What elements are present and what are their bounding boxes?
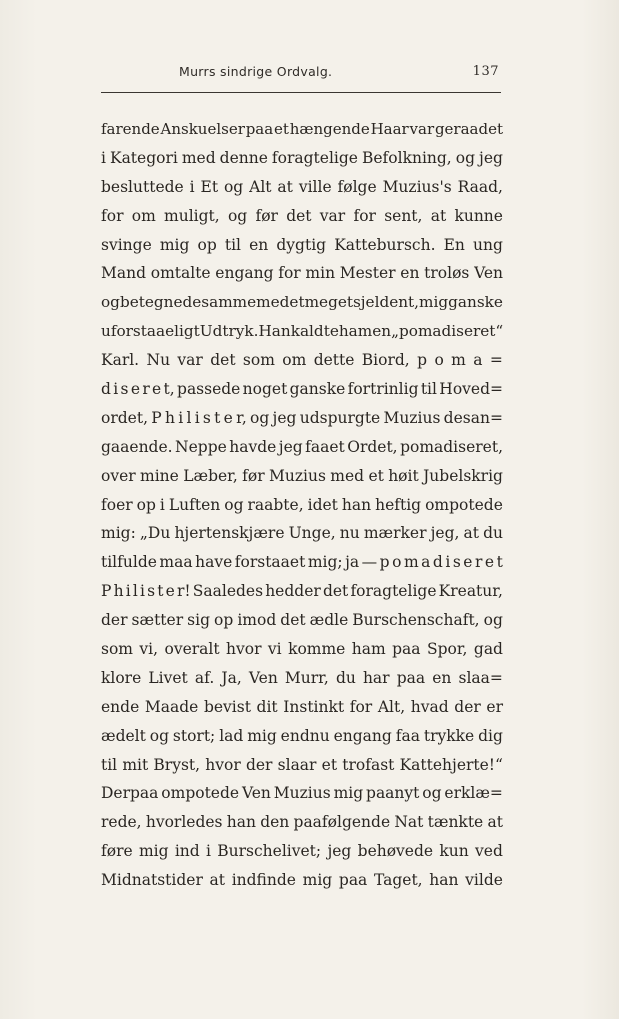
text-line: d i s e r e t, passede noget ganske fortrinlig til Hoved= [101, 380, 503, 399]
text-line: Midnatstider at indfinde mig paa Taget, han vilde [101, 871, 503, 890]
text-line: rede, hvorledes han den paafølgende Nat tænkte at [101, 813, 503, 832]
text-line: og betegnede samme med et meget sjeldent, mig ganske [101, 293, 503, 312]
text-line: som vi, overalt hvor vi komme ham paa Spor, gad [101, 640, 503, 659]
text-line: føre mig ind i Burschelivet; jeg behøvede kun ved [101, 842, 503, 861]
text-line: Derpaa ompotede Ven Muzius mig paanyt og erklæ= [101, 784, 503, 803]
running-title: Murrs sindrige Ordvalg. [179, 64, 333, 79]
text-line: ende Maade bevist dit Instinkt for Alt, hvad der er [101, 697, 503, 716]
text-line: for om muligt, og før det var for sent, at kunne [101, 206, 503, 225]
text-line: gaaende. Neppe havde jeg faaet Ordet, pomadiseret, [101, 437, 503, 456]
body-text [101, 115, 503, 895]
text-line: mig: „Du hjertenskjære Unge, nu mærker jeg, at du [101, 524, 503, 543]
text-line: Mand omtalte engang for min Mester en troløs Ven [101, 264, 503, 283]
text-line: i Kategori med denne foragtelige Befolkning, og jeg [101, 148, 503, 167]
page-number: 137 [472, 64, 499, 79]
text-line: Karl. Nu var det som om dette Biord, p o m a = [101, 351, 503, 370]
text-line: over mine Læber, før Muzius med et høit Jubelskrig [101, 466, 503, 485]
header-rule [101, 92, 501, 93]
text-line: klore Livet af. Ja, Ven Murr, du har paa en slaa= [101, 668, 503, 687]
text-line: uforstaaeligt Udtryk. Han kaldte ham en „pomadiseret“ [101, 322, 504, 341]
text-line: ædelt og stort; lad mig endnu engang faa trykke dig [101, 726, 503, 745]
text-line: svinge mig op til en dygtig Kattebursch. En ung [101, 235, 503, 254]
text-line: tilfulde maa have forstaaet mig; ja — p o m a d i s e r e t [101, 553, 503, 572]
text-line: foer op i Luften og raabte, idet han heftig ompotede [101, 495, 503, 514]
text-line: besluttede i Et og Alt at ville følge Muzius's Raad, [101, 177, 503, 196]
running-head [101, 64, 501, 84]
text-line: til mit Bryst, hvor der slaar et trofast Kattehjerte!“ [101, 755, 503, 774]
text-line: der sætter sig op imod det ædle Burschenschaft, og [101, 611, 503, 630]
text-line: ordet, P h i l i s t e r, og jeg udspurgte Muzius desan= [101, 408, 503, 427]
text-line: farende Anskuelser paa et hængende Haar var geraadet [101, 120, 503, 138]
text-line: P h i l i s t e r! Saaledes hedder det foragtelige Kreatur, [101, 582, 503, 601]
